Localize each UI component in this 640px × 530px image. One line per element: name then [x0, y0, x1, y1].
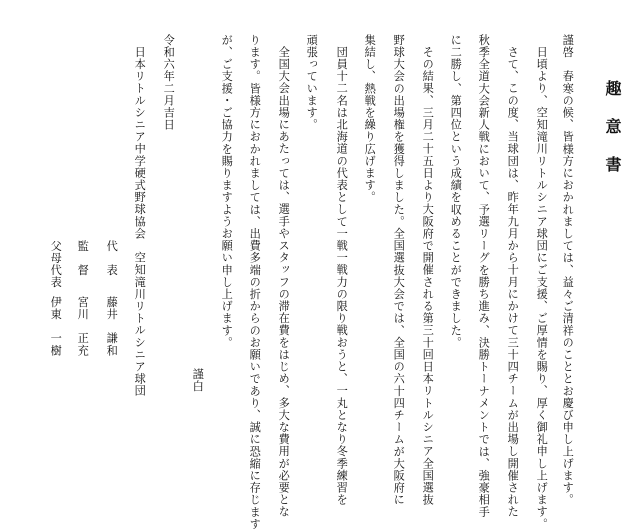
document-date: 令和六年二月吉日	[162, 34, 176, 131]
title-char-1: 趣	[603, 80, 622, 96]
signatory-name-manager: 宮川 正充	[76, 296, 90, 357]
body-line-10: 頑張っています。	[305, 34, 319, 131]
signatory-name-representative: 藤井 謙和	[105, 296, 119, 357]
closing-kinpaku: 謹白	[191, 368, 205, 393]
body-line-1: 謹啓 春寒の候、皆様方におかれましては、益々ご清祥のこととお慶び申し上げます。	[561, 34, 575, 506]
title-char-3: 書	[603, 156, 622, 172]
signatory-name-parents: 伊東 一樹	[49, 296, 63, 357]
signatory-role-representative: 代 表	[105, 240, 119, 277]
document-title	[604, 80, 620, 172]
body-line-6: その結果、三月二十五日より大阪府で開催される第三十回日本リトルシニア全国選抜	[421, 46, 435, 506]
body-line-7: 野球大会の出場権を獲得しました。全国選抜大会では、全国の六十四チームが大阪府に	[392, 34, 406, 506]
body-line-13: が、ご支援・ご協力を賜りますようお願い申し上げます。	[220, 34, 234, 349]
association-line: 日本リトルシニア中学硬式野球協会 空知滝川リトルシニア球団	[133, 46, 147, 397]
signatory-role-parents: 父母代表	[49, 240, 63, 289]
title-char-2: 意	[603, 118, 622, 134]
body-line-9: 団員十二名は北海道の代表として一戦一戦力の限り戦おうと、一丸となり冬季練習を	[335, 46, 349, 506]
body-line-4: 秋季全道大会新人戦において、予選リーグを勝ち進み、決勝トーナメントでは、強豪相手	[477, 34, 491, 518]
body-line-3: さて、この度、当球団は、昨年九月から十月にかけて三十四チームが出場し開催された	[506, 46, 520, 518]
signatory-role-manager: 監 督	[76, 240, 90, 277]
body-line-5: に二勝し、第四位という成績を収めることができました。	[449, 34, 463, 349]
body-line-8: 集結し、熱戦を繰り広げます。	[363, 34, 377, 204]
body-line-2: 日頃より、空知滝川リトルシニア球団にご支援、ご厚情を賜り、厚く御礼申し上げます。	[535, 46, 549, 530]
body-line-12: ります。皆様方におかれましては、出費多端の折からのお願いであり、誠に恐縮に存じます	[248, 34, 262, 530]
body-line-11: 全国大会出場にあたっては、選手やスタッフの滞在費をはじめ、多大な費用が必要とな	[277, 46, 291, 518]
